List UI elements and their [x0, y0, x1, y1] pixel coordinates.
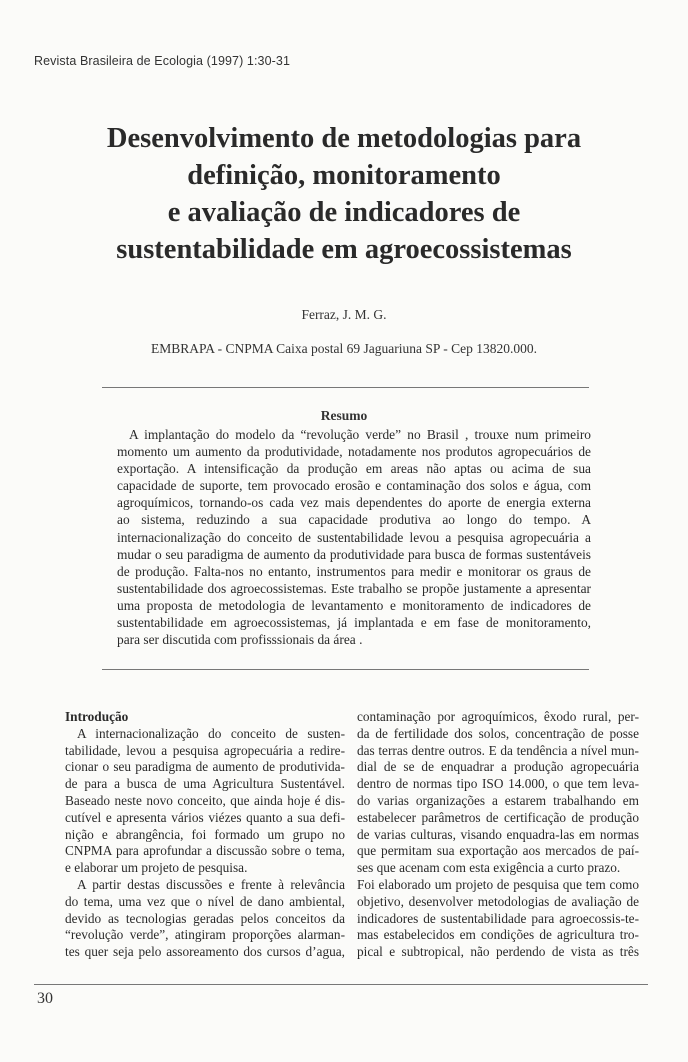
divider	[102, 387, 589, 388]
body-line: dial de se de enquadrar a produção agropecuária	[357, 759, 639, 775]
abstract-line: agroquímicos, tornando-os cada vez mais dependentes do aporte de energia externa	[117, 495, 591, 511]
title-line: e avaliação de indicadores de	[167, 197, 521, 228]
body-line: Baseado neste novo conceito, que ainda hoje é dis-	[65, 792, 345, 808]
body-line: dentro de normas tipo ISO 14.000, o que tem leva-	[357, 776, 639, 792]
body-line: indicadores de sustentabilidade para agroecossis-te-	[357, 910, 639, 926]
author-name: Ferraz, J. M. G.	[301, 307, 387, 322]
abstract-heading: Resumo	[320, 408, 368, 423]
abstract-line: mudar o seu paradigma de aumento da produtividade para busca de formas sustentáveis	[117, 546, 591, 562]
body-line: A partir destas discussões e frente à relevância	[77, 876, 345, 892]
abstract-line: uma proposta de metodologia de levantamento e monitoramento de indicadores de	[117, 597, 591, 613]
journal-header: Revista Brasileira de Ecologia (1997) 1:30-31	[34, 54, 291, 68]
body-line: CNPMA para aprofundar a discussão sobre o tema,	[65, 843, 345, 859]
body-line: de varias culturas, visando enquadra-las em normas	[357, 826, 639, 842]
footer-divider	[34, 984, 648, 985]
left-column	[65, 709, 345, 961]
abstract-line: exportação. A intensificação da produção em areas não aptas ou acima de sua	[117, 461, 591, 477]
body-line: tes quer seja pelo assoreamento dos cursos d’agua,	[65, 944, 345, 960]
body-line: do tema, uma vez que o nível de dano ambiental,	[65, 893, 345, 909]
body-line: “revolução verde”, atingiram proporções alarman-	[65, 927, 345, 943]
title-line: sustentabilidade em agroecossistemas	[116, 234, 572, 265]
body-line: que permitam sua exportação aos mercados de paí-	[357, 843, 639, 859]
body-line: da de fertilidade dos solos, concentração de posse	[357, 725, 639, 741]
title-line: Desenvolvimento de metodologias para	[106, 123, 582, 154]
abstract-line: de produção. Falta-nos no entanto, instrumentos para medir e monitorar os graus de	[117, 563, 591, 579]
body-line: tabilidade, levou a pesquisa agropecuária a redire-	[65, 742, 345, 758]
body-line: devido as tecnologias geradas pelos conceitos da	[65, 910, 345, 926]
body-line: nição e abrangência, foi formado um grupo no	[65, 826, 345, 842]
body-line: mas estabelecidos em condições de agricultura tro-	[357, 927, 639, 943]
abstract-line: ao sistema, reduzindo a sua capacidade produtiva ao longo do tempo. A	[117, 512, 591, 528]
abstract-line: internacionalização do conceito de sustentabilidade levou a pesquisa agropecuária a	[117, 529, 591, 545]
body-line: de para a busca de uma Agricultura Sustentável.	[65, 776, 345, 792]
author-affiliation: EMBRAPA - CNPMA Caixa postal 69 Jaguariuna SP - Cep 13820.000.	[150, 341, 537, 356]
body-line: do varias organizações a estarem trabalhando em	[357, 792, 639, 808]
page-number: 30	[37, 990, 53, 1007]
body-line: cionar o seu paradigma de aumento de produtivida-	[65, 759, 345, 775]
body-line: das terras dentre outros. E da tendência a nível mun-	[357, 742, 639, 758]
body-line: objetivo, desenvolver metodologias de avaliação de	[357, 893, 639, 909]
abstract-line: sustentabilidade dos agroecossistemas. Este trabalho se propõe justamente a apresentar	[117, 580, 591, 596]
body-line: cutível e apresenta vários viézes quanto a sua defi-	[65, 809, 345, 825]
body-line: estabelecer parâmetros de certificação de produção	[357, 809, 639, 825]
body-line: e elaborar um projeto de pesquisa.	[65, 860, 248, 876]
title-line: definição, monitoramento	[187, 160, 501, 191]
body-line: contaminação por agroquímicos, êxodo rural, per-	[357, 709, 639, 724]
abstract-line: para ser discutida com profisssionais da área .	[117, 632, 363, 648]
section-heading: Introdução	[65, 709, 129, 724]
abstract-line: capacidade de suporte, tem provocado erosão e contaminação dos solos e água, com	[117, 478, 591, 494]
body-line: ses que acenam com esta exigência a curto prazo.	[357, 860, 621, 876]
body-line: A internacionalização do conceito de susten-	[77, 725, 345, 741]
abstract-line: sustentabilidade em agroecossistemas, já implantada e em fase de monitoramento,	[117, 615, 591, 631]
abstract-line: A implantação do modelo da “revolução verde” no Brasil , trouxe num primeiro	[129, 427, 591, 442]
abstract-body	[117, 426, 591, 648]
article-title	[60, 120, 628, 268]
divider	[102, 669, 589, 670]
body-line: Foi elaborado um projeto de pesquisa que tem como	[357, 876, 639, 892]
right-column	[357, 709, 639, 961]
abstract-line: momento um aumento da produtividade, notadamente nos produtos agropecuários de	[117, 444, 591, 460]
body-line: pical e subtropical, não perdendo de vista as três	[357, 944, 639, 960]
